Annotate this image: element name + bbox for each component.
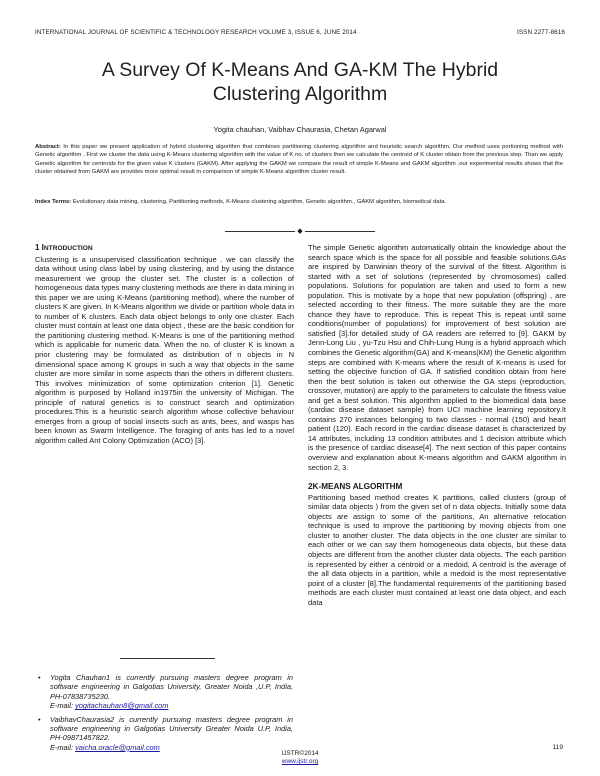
- email-label: E-mail:: [50, 742, 76, 752]
- right-column: [308, 243, 566, 607]
- authors: Yogita chauhan, Vaibhav Chaurasia, Chetan Agarwal: [213, 125, 387, 134]
- running-header: [35, 29, 565, 36]
- footnote-item: [38, 673, 293, 711]
- divider-line-right: [305, 231, 375, 232]
- heading-rest: NTRODUCTION: [43, 245, 93, 252]
- journal-name: INTERNATIONAL JOURNAL OF SCIENTIFIC & TECHNOLOGY RESEARCH VOLUME 3, ISSUE 6, JUNE 2014: [35, 29, 357, 36]
- footer-code: IJSTR©2014: [281, 750, 319, 757]
- email-label: E-mail:: [50, 701, 76, 711]
- left-column: [35, 243, 294, 445]
- introduction-heading: [35, 243, 294, 254]
- index-terms-text: Evolutionary data mining, clustering, Partitioning methods, K-Means clustering algorithm, Genetic algorithm., GAKM algorithm, biomedical data.: [71, 199, 447, 205]
- footer-url-link[interactable]: www.ijstr.org: [281, 758, 319, 765]
- kmeans-paragraph: Partitioning based method creates K partitions, called clusters (group of similar data objects ) from the given set of n data objects. Initially some data objects are assign to some of the partitions, An alternative relocation technique is used to improve the partitioning by moving objects from one cluster to another cluster. The data objects in the one cluster are similar to each other or we can say them homogeneous data objects, but these data objects are different from the another cluster data objects. The each partition is represented by either a centroid or a medoid, A centroid is the average of the all data objects in a partition, while a medoid is the most representative point of a cluster [8].The fundamental requirements of the partitioning based methods are each cluster must contained at least one data object, and each data: [308, 492, 566, 607]
- email-link[interactable]: vaicha.oracle@gmail.com: [75, 742, 160, 752]
- footnote-text: VaibhavChaurasia2 is currently pursuing masters degree program in software engineering in Galgotias University Greater Noida U.P, India, PH-09871457822.: [50, 714, 293, 743]
- abstract-text: In this paper we present application of hybrid clustering algorithm that combines partitioning clustering algorithm and heuristic search algorithm. Our method uses portioning method with Genetic algorithm . First we cluster the data using K-Means clustering algorithm with the value of K no. of clusters then we calculate the centroid of K cluster obtain from the previous step. Than we apply Genetic algorithm for centroids for the given value K clusters (GAKM). After applying the GAKM we compare the result of simple K-Means and GAKM algorithm .our experimental results shows that the cluster obtained from GAKM are provides more optimal result in comparison of simple K-Means algorithm cluster result.: [35, 144, 563, 176]
- section-divider: [0, 228, 600, 235]
- introduction-paragraph: Clustering is a unsupervised classification technique . we can classify the data without using class label by using clustering, and by using the distance measurement we group the cluster set. The cluster is a collection of homogeneous data types many clustering methods are there in data mining in this paper we are using K-Means (partitioning method), where the number of clusters K are given. In K-Means algorithm we divide or partition whole data in to number of K clusters. Each data object belongs to only one cluster. Each cluster must contain at least one data object , these are the basic condition for the partitioning clustering method. K-Means is one of the partitioning method which is applicable for numeric data. When the no. of cluster K is known a prior clustering may be formulated as distribution of n objects in N dimensional space among K groups in such a way that objects in the same cluster are more similar in some aspects than the others in different clusters. This involves minimization of some optimization criterion [1]. Genetic algorithm is purposed by Holland in1975in the university of Michigan. The principle of natural genetics is to construct search and optimization procedures.This is a heuristic search algorithm whose collective behaviour emerges from a group of social insects such as ants, bees, and wasps has been known as Swarm Intelligence. The foraging of ants has led to a novel algorithm called Ant Colony Optimization (ACO) [3].: [35, 254, 294, 445]
- title-line-1: A Survey Of K-Means And GA-KM The Hybrid: [101, 59, 499, 81]
- divider-line-left: [225, 231, 295, 232]
- page-footer: [0, 750, 600, 766]
- introduction-continued-paragraph: The simple Genetic algorithm automatically obtain the knowledge about the search space which is the space for all possible and feasible solutions.GAs are inspired by Darwinian theory of the survival of the fittest. Algorithm is started with a set of solutions (represented by chromosomes) called populations. Solutions for population are taken and used to form a new population. This is motivate by a hope that new population (offspring) , are selected according to their fitness. The more suitable they are the more chance they have to reproduce. This is repeat This is repeat until some conditions(number of populations) for improvement of best solution are satisfied [3].for detailed study of GA readers are referred to [9]. GAKM by Jenn-Long Liu , yu-Tzu Hsu and Chih-Lung Hung is a hybrid approach which combines the Genetic algorithm(GA) and K-means(KM) the Genetic algorithm steps are combined with K-means where the result of K-means is used for setting the objective function of GA. If satisfied condition obtain from here then the best solution is taken out otherwise the GA steps (reproduction, crossover, mutation) are apply to the parameters to calculate the fitness value and get a best solution. This algorithm applied to the biomedical data base (cardiac disease dataset sample) from UCI machine learning repository.It contains 270 instances belonging to two classes - normal (150) and heart patient (120). Each record in the cardiac disease dataset is characterized by 14 attributes, including 13 condition attributes and 1 decision attribute which is the presence of cardiac disease[4]. The next section of this paper contains overview and explanation about K-means algorithm and GAKM algorithm in section 2, 3.: [308, 243, 566, 472]
- issn: ISSN 2277-8616: [517, 29, 565, 36]
- heading-number: 1 I: [35, 243, 44, 252]
- index-terms-label: Index Terms:: [35, 199, 72, 205]
- abstract-label: Abstract:: [35, 144, 61, 150]
- footnote-text: Yogita Chauhan1 is currently pursuing masters degree program in software engineering in Galgotias University, Greater Noida ,U.P, India, PH-07838735230.: [50, 673, 293, 701]
- author-footnotes: [38, 673, 293, 756]
- kmeans-heading: 2K-MEANS ALGORITHM: [308, 482, 403, 492]
- bullet-icon: •: [38, 673, 41, 682]
- index-terms: [35, 198, 563, 206]
- diamond-icon: ◆: [297, 228, 303, 235]
- page-number: 119: [552, 744, 563, 751]
- title-line-2: Clustering Algorithm: [212, 83, 388, 105]
- email-link[interactable]: yogitachauhan8@gmail.com: [75, 701, 169, 711]
- abstract: [35, 143, 563, 177]
- paper-title: [30, 58, 570, 106]
- footnote-item: [38, 715, 293, 753]
- footnote-rule: [120, 658, 215, 659]
- bullet-icon: •: [38, 714, 41, 724]
